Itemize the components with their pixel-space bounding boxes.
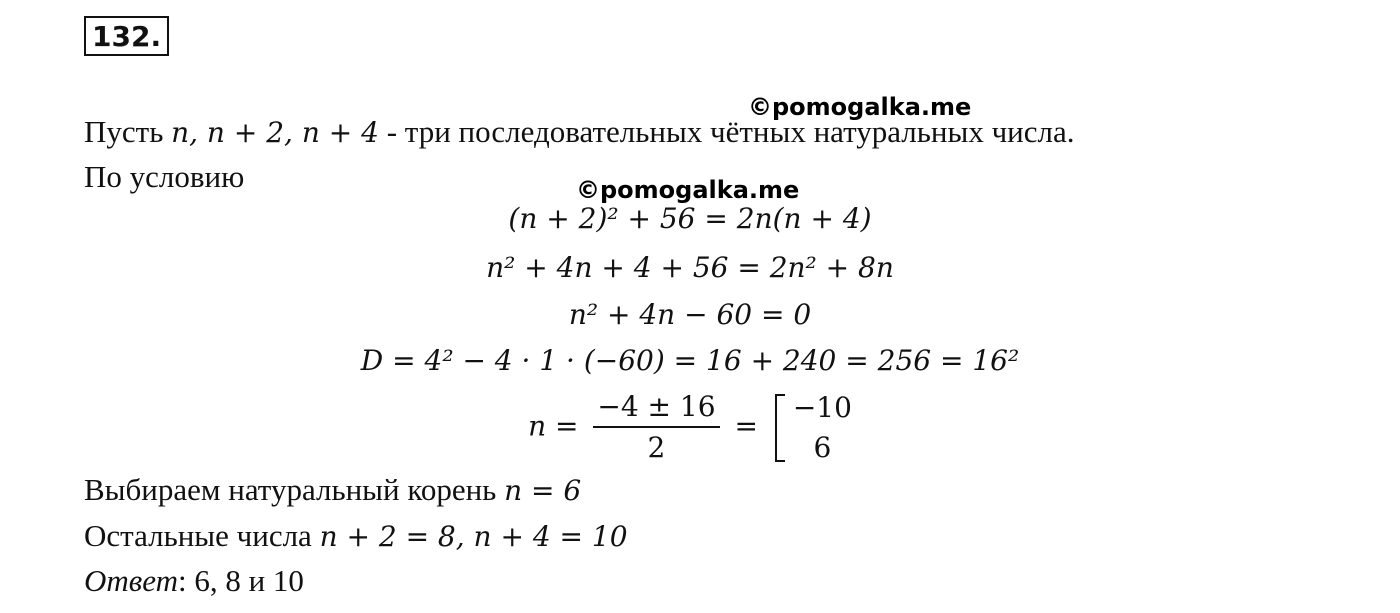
other-numbers-text: Остальные числа <box>84 518 320 553</box>
roots-equals: = <box>734 409 758 443</box>
answer-line <box>84 563 304 599</box>
watermark-middle: ©pomogalka.me <box>576 176 800 204</box>
problem-number: 132. <box>84 16 169 56</box>
fraction-numerator: −4 ± 16 <box>593 388 719 428</box>
fraction-denominator: 2 <box>647 431 666 464</box>
choose-root-math: n = 6 <box>504 474 582 507</box>
answer-label: Ответ <box>84 563 178 598</box>
equation-3: n² + 4n − 60 = 0 <box>568 298 812 331</box>
answer-value: : 6, 8 и 10 <box>177 563 304 598</box>
intro-vars: n, n + 2, n + 4 <box>171 116 379 149</box>
roots-lhs: n = <box>528 409 579 443</box>
choose-root-line <box>84 472 581 509</box>
watermark-top: ©pomogalka.me <box>748 93 972 121</box>
equation-2: n² + 4n + 4 + 56 = 2n² + 8n <box>486 251 894 284</box>
roots-fraction <box>593 388 719 468</box>
root-2: 6 <box>813 431 832 464</box>
intro-prefix: Пусть <box>84 114 172 149</box>
intro-suffix: - три последовательных чётных натуральных числа. <box>378 114 1075 149</box>
equation-1: (n + 2)² + 56 = 2n(n + 4) <box>508 202 872 235</box>
intro-line <box>84 114 1075 151</box>
root-1: −10 <box>792 391 852 424</box>
roots-bracket <box>775 388 852 468</box>
equation-5-roots <box>0 388 1380 468</box>
condition-text: По условию <box>84 159 245 194</box>
equation-4-discriminant: D = 4² − 4 · 1 · (−60) = 16 + 240 = 256 = 16² <box>360 344 1020 377</box>
other-numbers-line <box>84 518 628 555</box>
choose-root-text: Выбираем натуральный корень <box>84 472 505 507</box>
other-numbers-math: n + 2 = 8, n + 4 = 10 <box>319 520 628 553</box>
square-bracket <box>775 394 785 462</box>
